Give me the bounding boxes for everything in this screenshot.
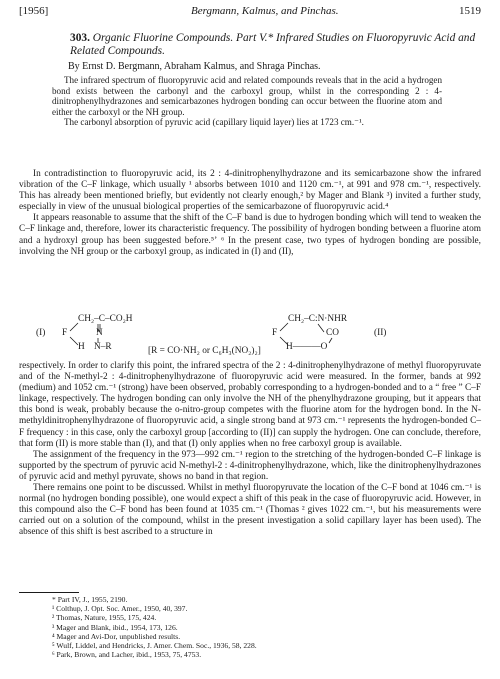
footnote: * Part IV, J., 1955, 2190. <box>52 595 128 604</box>
body-text-upper <box>19 169 481 258</box>
structure-two-bottom: H———O <box>286 342 328 352</box>
article-title-text: Organic Fluorine Compounds. Part V.* Infrared Studies on Fluoropyruvic Acid and Related Compounds. <box>70 32 476 57</box>
article-number: 303. <box>70 32 90 44</box>
structure-two-carbonyl: CO <box>326 328 339 338</box>
abstract-paragraph: The carbonyl absorption of pyruvic acid (capillary liquid layer) lies at 1723 cm.⁻¹. <box>64 117 364 128</box>
footnote: ⁴ Mager and Avi-Dor, unpublished results. <box>52 631 181 641</box>
footnote-divider <box>19 592 79 593</box>
body-paragraph: It appears reasonable to assume that the shift of the C–F band is due to hydrogen bonding which will tend to weaken the C–F linkage and, therefore, lower its characteristic frequency. The possibility of hydrogen bonding between a fluorine atom and a hydroxyl group has been suggested before.⁵ʼ ⁶ In the present case, two types of hydrogen bonding are possible, involving the NH group or the carboxyl group, as indicated in (I) and (II), <box>19 213 481 257</box>
running-head-authors: Bergmann, Kalmus, and Pinchas. <box>191 5 339 17</box>
structure-one-hydrogen: H <box>78 342 85 352</box>
body-text-lower <box>19 361 481 539</box>
structure-label-two: (II) <box>374 328 387 338</box>
body-paragraph: In contradistinction to fluoropyruvic acid, its 2 : 4-dinitrophenylhydrazone and its semicarbazone show the infrared vibration of the C–F linkage, which usually ¹ absorbs between 1010 and 1120 cm.⁻¹, at 991 and 978 cm.⁻¹, respectively. This has already been mentioned briefly, but evidently not clearly enough,² by Mager and Blank ³) invited a further study, especially in view of the unusual biological properties of the semicarbazone of fluoropyruvic acid.⁴ <box>19 169 481 213</box>
structure-one-top: CH₂–C–CO₂H <box>78 314 133 324</box>
structure-two-fluorine: F <box>272 328 278 338</box>
structure-two-top: CH₂–C:N·NHR <box>288 314 348 324</box>
footnote: ⁵ Wulf, Liddel, and Hendricks, J. Amer. Chem. Soc., 1936, 58, 228. <box>52 641 257 651</box>
structure-one-nitrogen: N <box>96 328 103 338</box>
footnote: ¹ Colthup, J. Opt. Soc. Amer., 1950, 40, 397. <box>52 604 188 614</box>
body-paragraph: respectively. In order to clarify this point, the infrared spectra of the 2 : 4-dinitrophenylhydrazone of methyl fluoropyruvate and of the N-methyl-2 : 4-dinitrophenylhydrazone of fluoropyruvic acid were measured. In the former, bands at 992 (medium) and 1052 cm.⁻¹ (strong) have been observed, probably corresponding to a hydrogen-bonded and to a “ free ” C–F linkage, respectively. The hydrogen bonding can only involve the NH of the phenylhydrazone grouping, but it appears that this bond is weak, probably because the o-nitro-group competes with the fluorine atom for the hydrogen bond. In the N-methyldinitrophenylhydrazone of fluoropyruvic acid, a single strong band at 973 cm.⁻¹ represents the hydrogen-bonded C–F frequency : in this case, only the carboxyl group [according to (II)] can supply the hydrogen. One can conclude, therefore, that form (II) is more stable than (I), and that (I) only applies when no free carboxyl group is available. <box>19 361 481 449</box>
abstract-paragraph: The infrared spectrum of fluoropyruvic acid and related compounds reveals that in the acid a hydrogen bond exists between the carbonyl and the carboxyl group, whilst in the corresponding 2 : 4-dinitrophenylhydrazones and semicarbazones hydrogen bonding can occur between the fluorine atom and either the carboxyl or the NH group. <box>52 75 442 117</box>
structure-label-one: (I) <box>36 328 46 338</box>
footnote: ⁶ Park, Brown, and Lacher, ibid., 1953, 75, 4753. <box>52 650 202 660</box>
structure-one-bottom: N–R <box>94 342 112 352</box>
body-paragraph: The assignment of the frequency in the 973—992 cm.⁻¹ region to the stretching of the hydrogen-bonded C–F linkage is supported by the spectrum of pyruvic acid N-methyl-2 : 4-dinitrophenylhydrazone, which, like the dinitrophenylhydrazones of pyruvic acid and methyl pyruvate, shows no band in that region. <box>19 449 481 482</box>
body-paragraph: There remains one point to be discussed. Whilst in methyl fluoropyruvate the location of the C–F bond at 1046 cm.⁻¹ is normal (no hydrogen bonding possible), one would expect a shift of this peak in the case of fluoropyruvic acid. However, in this compound also the C–F bond has been found at 1035 cm.⁻¹ (Thomas ² gives 1022 cm.⁻¹, but his measurements were carried out on a solution of the compound, whilst in the present investigation a solid capillary layer has been used). The absence of this shift is best ascribed to a structure in <box>19 483 481 538</box>
abstract <box>52 75 442 128</box>
footnotes <box>52 595 472 659</box>
structural-formulae <box>36 314 456 358</box>
volume-year: [1956] <box>19 5 49 17</box>
footnote: ³ Mager and Blank, ibid., 1954, 173, 126. <box>52 622 178 632</box>
footnote: ² Thomas, Nature, 1955, 175, 424. <box>52 613 157 623</box>
page-number: 1519 <box>459 5 481 17</box>
substituent-definition: [R = CO·NH₂ or C₆H₃(NO₂)₂] <box>148 346 261 356</box>
article-title <box>70 32 480 58</box>
structure-one-fluorine: F <box>62 328 68 338</box>
running-head <box>19 6 481 20</box>
byline: By Ernst D. Bergmann, Abraham Kalmus, and Shraga Pinchas. <box>68 61 321 72</box>
